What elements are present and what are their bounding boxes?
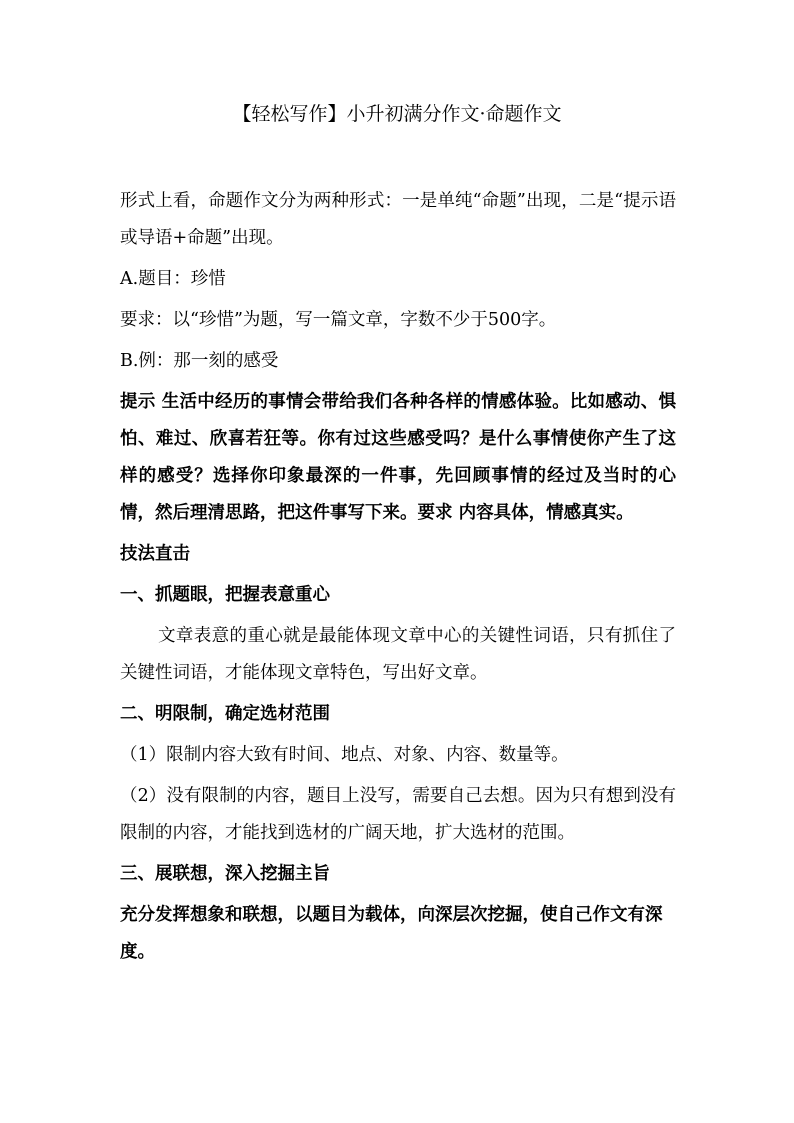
section-2-heading: 二、明限制，确定选材范围 <box>120 704 330 724</box>
intro-paragraph: 形式上看，命题作文分为两种形式：一是单纯“命题”出现，二是“提示语或导语+命题”出现。 <box>120 191 676 248</box>
example-b-prompt: 提示 生活中经历的事情会带给我们各种各样的情感体验。比如感动、惧怕、难过、欣喜若狂等。你有过这些感受吗？是什么事情使你产生了这样的感受？选择你印象最深的一件事，先回顾事情的经过及当时的心情，然后理清思路，把这件事写下来。要求 内容具体，情感真实。 <box>120 392 676 523</box>
document-title: 【轻松写作】小升初满分作文·命题作文 <box>232 103 562 125</box>
section-2-item-1: （1）限制内容大致有时间、地点、对象、内容、数量等。 <box>120 745 569 765</box>
section-2-item-2: （2）没有限制的内容，题目上没写，需要自己去想。因为只有想到没有限制的内容，才能找到选材的广阔天地，扩大选材的范围。 <box>120 786 676 843</box>
topic-a: A.题目：珍惜 <box>120 269 226 289</box>
section-1-body: 文章表意的重心就是最能体现文章中心的关键性词语，只有抓住了关键性词语，才能体现文章特色，写出好文章。 <box>120 626 676 683</box>
topic-a-requirement: 要求：以“珍惜”为题，写一篇文章，字数不少于500字。 <box>120 310 557 330</box>
section-3-heading: 三、展联想，深入挖掘主旨 <box>120 864 330 884</box>
example-b: B.例：那一刻的感受 <box>120 351 279 371</box>
section-3-body: 充分发挥想象和联想，以题目为载体，向深层次挖掘，使自己作文有深度。 <box>120 905 663 962</box>
section-1-heading: 一、抓题眼，把握表意重心 <box>120 585 330 605</box>
techniques-heading: 技法直击 <box>120 544 190 564</box>
document-body <box>120 183 676 971</box>
